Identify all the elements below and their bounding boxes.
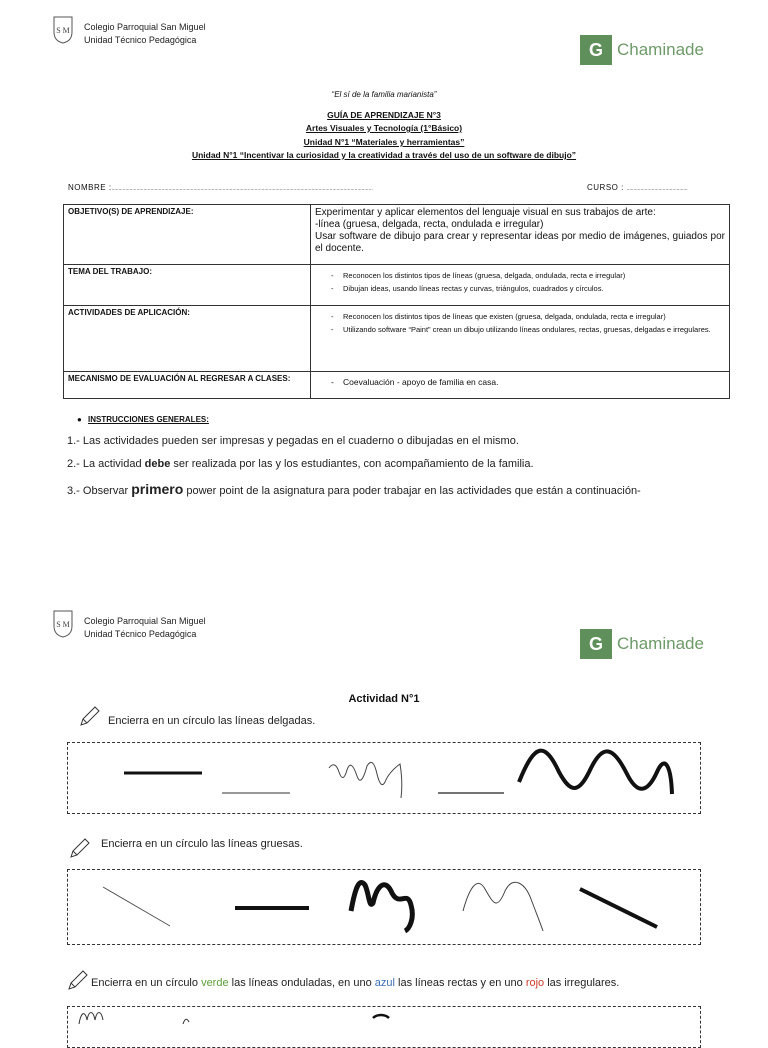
bullet-icon: ●	[77, 415, 82, 424]
course-label: CURSO :	[587, 183, 624, 192]
task3-part: las irregulares.	[544, 977, 620, 989]
school-line2: Unidad Técnico Pedagógica	[84, 35, 197, 45]
instruction-step-2	[67, 458, 534, 470]
course-dots: ............................................	[626, 186, 688, 192]
wavy-line	[79, 1013, 103, 1025]
guide-title: GUÍA DE APRENDIZAJE N°3	[327, 110, 441, 120]
unit-short-title: Unidad N°1 “Materiales y herramientas”	[303, 137, 465, 147]
chaminade-logo	[580, 629, 704, 659]
table-value	[311, 205, 730, 265]
svg-text:S M: S M	[56, 620, 70, 629]
unit-long-title: Unidad N°1 “Incentivar la curiosidad y la creatividad a través del uso de un software de dibujo”	[191, 150, 577, 160]
logo-mark-icon: G	[580, 35, 612, 65]
objective-line: Experimentar y aplicar elementos del lenguaje visual en sus trabajos de arte:	[315, 207, 656, 218]
thick-wavy-line	[519, 751, 672, 794]
table-key: OBJETIVO(S) DE APRENDIZAJE:	[64, 205, 311, 265]
step3-emphasis: primero	[131, 481, 184, 497]
logo-name: Chaminade	[617, 40, 704, 59]
instruction-step-3	[67, 481, 641, 497]
step3-part: 3.- Observar	[67, 485, 132, 497]
table-row	[64, 265, 730, 306]
school-line1: Colegio Parroquial San Miguel	[84, 22, 206, 32]
thick-straight-line	[580, 889, 657, 927]
step2-part: ser realizada por las y los estudiantes, con acompañamiento de la familia.	[170, 458, 534, 470]
activity-title: Actividad N°1	[348, 693, 420, 705]
task3-part: las líneas rectas y en uno	[394, 977, 526, 989]
chaminade-logo	[580, 35, 704, 65]
task3-part: Encierra en un círculo	[91, 977, 202, 989]
objectives-table	[63, 204, 730, 399]
pencil-icon	[78, 704, 102, 728]
pencil-icon	[68, 836, 92, 860]
task-3-instruction	[91, 977, 619, 989]
list-item: - Reconocen los distintos tipos de líneas (gruesa, delgada, ondulada, recta e irregular)	[315, 269, 725, 282]
table-value	[311, 372, 730, 399]
course-field[interactable]	[587, 183, 688, 192]
table-value	[311, 265, 730, 306]
thin-straight-line	[103, 887, 170, 926]
thick-irregular-line	[351, 883, 412, 931]
table-row	[64, 205, 730, 265]
name-label: NOMBRE :	[68, 183, 112, 192]
school-crest-icon	[52, 14, 74, 44]
task-1-instruction: Encierra en un círculo las líneas delgadas.	[108, 715, 316, 727]
table-key: MECANISMO DE EVALUACIÓN AL REGRESAR A CLASES:	[64, 372, 311, 399]
task3-green-word: verde	[201, 977, 229, 989]
svg-text:S M: S M	[56, 26, 70, 35]
task-2-instruction: Encierra en un círculo las líneas gruesas.	[101, 838, 303, 850]
school-line2: Unidad Técnico Pedagógica	[84, 629, 197, 639]
objective-line: Usar software de dibujo para crear y representar ideas por medio de imágenes, guiados por el docente.	[315, 231, 725, 254]
step3-part: power point de la asignatura para poder trabajar en las actividades que están a continuación-	[183, 485, 641, 497]
list-item: - Dibujan ideas, usando líneas rectas y curvas, triángulos, cuadrados y círculos.	[315, 282, 725, 295]
step2-part: 2.- La actividad	[67, 458, 145, 470]
list-item: - Reconocen los distintos tipos de líneas que existen (gruesa, delgada, ondulada, recta e irregular)	[315, 310, 725, 323]
objective-line: -línea (gruesa, delgada, recta, ondulada e irregular)	[315, 219, 544, 230]
school-name	[84, 615, 206, 641]
curve-line	[183, 1019, 189, 1024]
instruction-step-1: 1.- Las actividades pueden ser impresas y pegadas en el cuaderno o dibujadas en el mismo.	[67, 435, 519, 447]
task-2-lines	[67, 869, 699, 943]
table-row	[64, 306, 730, 372]
table-key: ACTIVIDADES DE APLICACIÓN:	[64, 306, 311, 372]
logo-mark-icon: G	[580, 629, 612, 659]
motto: “El sí de la familia marianista”	[331, 90, 437, 99]
school-crest-icon	[52, 608, 74, 638]
task3-red-word: rojo	[525, 977, 545, 989]
table-key: TEMA DEL TRABAJO:	[64, 265, 311, 306]
task-3-lines	[67, 1006, 699, 1024]
name-field[interactable]	[68, 183, 373, 192]
step2-emphasis: debe	[144, 458, 171, 470]
school-line1: Colegio Parroquial San Miguel	[84, 616, 206, 626]
task3-part: las líneas onduladas, en uno	[228, 977, 375, 989]
list-item: - Coevaluación - apoyo de familia en casa.	[315, 376, 725, 389]
table-value	[311, 306, 730, 372]
subject-title: Artes Visuales y Tecnología (1°Básico)	[305, 123, 463, 133]
irregular-line	[373, 1015, 389, 1018]
pencil-icon	[66, 968, 90, 992]
table-row	[64, 372, 730, 399]
task-1-lines	[67, 742, 699, 812]
logo-name: Chaminade	[617, 634, 704, 653]
task3-blue-word: azul	[374, 977, 395, 989]
thin-wavy-line	[463, 882, 543, 931]
school-name	[84, 21, 206, 47]
name-dots: ............................................................................................................................................................................................	[111, 186, 373, 192]
list-item: - Utilizando software “Paint” crean un dibujo utilizando líneas ondulares, rectas, gruesas, delgadas e irregulares.	[315, 323, 725, 336]
thin-irregular-line	[329, 762, 402, 798]
instructions-title: INSTRUCCIONES GENERALES:	[88, 415, 209, 424]
